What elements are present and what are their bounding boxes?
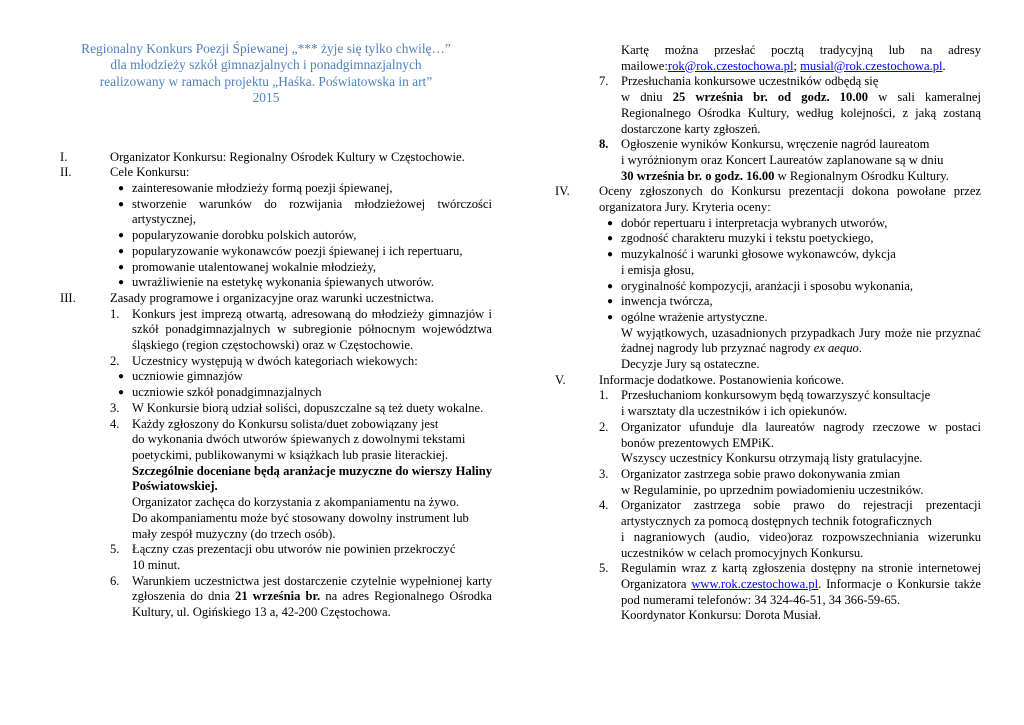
email-link-musial[interactable]: musial@rok.czestochowa.pl [800,58,943,73]
rule-item: 5. Łączny czas prezentacji obu utworów nie powinien przekroczyć 10 minut. [110,542,456,572]
section-additional-info [555,373,981,624]
list-item: ● stworzenie warunków do rozwijania młodzieżowej twórczości artystycznej, [110,197,492,228]
section-goals [60,165,492,291]
bullet-icon: ● [606,217,614,229]
bullet-icon: ● [606,280,614,292]
section-heading: Cele Konkursu: [110,165,190,180]
info-item: 3. Organizator zastrzega sobie prawo dokonywania zmian w Regulaminie, po uprzednim powiadomieniu uczestników. [599,466,924,497]
title-line-3: realizowany w ramach projektu „Haśka. Poświatowska in art” [99,73,433,89]
bullet-icon: ● [606,311,614,323]
highlight-text: Szczególnie doceniane będą aranżacje muzyczne do wierszy Haliny Poświatowskiej. [132,463,492,494]
document-title [60,41,472,107]
section-organizer [60,150,492,166]
list-item: ● ogólne wrażenie artystyczne. [599,310,981,326]
info-item: 5. Regulamin wraz z kartą zgłoszenia dostępny na stronie internetowej Organizatora www.rok.czestochowa.pl. Informacje o Konkursie także pod numerami telefonów: 34 324-46-51, 34 366-59-65. Koordynator Konkursu: Dorota Musiał. [599,561,982,623]
rule-item: 3. W Konkursie biorą udział soliści, dopuszczalne są też duety wokalne. [110,400,484,415]
bullet-icon: ● [117,245,125,257]
info-item: 2. Organizator ufunduje dla laureatów nagrody rzeczowe w postaci bonów prezentowych EMPiK. Wszyscy uczestnicy Konkursu otrzymają listy gratulacyjne. [599,419,981,466]
section-number: II. [60,165,72,180]
list-item: ● uczniowie szkół ponadgimnazjalnych [110,385,492,401]
section-heading: Informacje dodatkowe. Postanowienia końcowe. [599,372,845,387]
bullet-icon: ● [117,183,125,195]
rule-item: 7. Przesłuchania konkursowe uczestników odbędą się w dniu 25 września br. od godz. 10.00 w sali kameralnej Regionalnego Ośrodka Kultury, według kolejności, z jaką zostaną dostarczone karty zgłoszeń. [599,74,981,136]
list-item: ● popularyzowanie dorobku polskich autorów, [110,228,492,244]
list-item: ● dobór repertuaru i interpretacja wybranych utworów, [599,216,981,232]
rule-6-continuation: Kartę można przesłać pocztą tradycyjną lub na adresy mailowe:rok@rok.czestochowa.pl; musial@rok.czestochowa.pl. [621,43,981,73]
section-heading: Oceny zgłoszonych do Konkursu prezentacji dokona powołane przez organizatora Jury. Kryteria oceny: [599,184,981,215]
bullet-icon: ● [606,233,614,245]
rule-item: 4. Każdy zgłoszony do Konkursu solista/duet zobowiązany jest do wykonania dwóch utworów śpiewanych z dowolnymi tekstami poetyckimi, publikowanymi w książkach lub prasie literackiej. Szczególnie doceniane będą aranżacje muzyczne do wierszy Haliny Poświatowskiej. Organizator zachęca do korzystania z akompaniamentu na żywo. Do akompaniamentu może być stosowany dowolny instrument lub mały zespół muzyczny (do trzech osób). [110,416,492,541]
section-text: Organizator Konkursu: Regionalny Ośrodek Kultury w Częstochowie. [110,149,465,164]
list-item: ● promowanie utalentowanej wokalnie młodzieży, [110,260,492,276]
list-item: ● zainteresowanie młodzieży formą poezji śpiewanej, [110,181,492,197]
rule-item: 2. Uczestnicy występują w dwóch kategoriach wiekowych: [110,353,418,368]
list-item: ● muzykalność i warunki głosowe wykonawców, dykcja i emisja głosu, [599,247,981,278]
bullet-icon: ● [117,371,125,383]
left-column [60,0,492,621]
info-item: 4. Organizator zastrzega sobie prawo do rejestracji prezentacji artystycznych za pomocą dostępnych technik fotograficznych i nagraniowych (audio, video)oraz rozpowszechniania wizerunku uczestników w celach promocyjnych Konkursu. [599,498,981,560]
title-line-2: dla młodzieży szkół gimnazjalnych i ponadgimnazjalnych [110,57,422,73]
list-item: ● inwencja twórcza, [599,294,981,310]
bullet-icon: ● [117,230,125,242]
bullet-icon: ● [117,261,125,273]
list-item: ● popularyzowanie wykonawców poezji śpiewanej i ich repertuaru, [110,244,492,260]
website-link[interactable]: www.rok.czestochowa.pl [691,576,819,591]
info-item: 1. Przesłuchaniom konkursowym będą towarzyszyć konsultacje i warsztaty dla uczestników i ich opiekunów. [599,388,931,419]
list-item: ● oryginalność kompozycji, aranżacji i sposobu wykonania, [599,279,981,295]
bullet-icon: ● [606,296,614,308]
list-item: ● uczniowie gimnazjów [110,369,492,385]
rule-item: 8. Ogłoszenie wyników Konkursu, wręczenie nagród laureatom i wyróżnionym oraz Koncert Laureatów zaplanowane są w dniu 30 września br. o godz. 16.00 w Regionalnym Ośrodku Kultury. [599,137,949,183]
rule-item: 6. Warunkiem uczestnictwa jest dostarczenie czytelnie wypełnionej karty zgłoszenia do dnia 21 września br. na adres Regionalnego Ośrodka Kultury, ul. Ogińskiego 13 a, 42-200 Częstochowa. [110,573,492,620]
list-item: ● zgodność charakteru muzyki i tekstu poetyckiego, [599,231,981,247]
bullet-icon: ● [117,387,125,399]
rule-item: 1. Konkurs jest imprezą otwartą, adresowaną do młodzieży gimnazjów i szkół ponadgimnazjalnych w subregionie północnym województwa śląskiego (region częstochowski) oraz w Częstochowie. [110,306,492,353]
section-number: III. [60,290,76,305]
section-number: I. [60,149,68,164]
bullet-icon: ● [606,249,614,261]
title-year: 2015 [252,90,280,106]
list-item: ● uwrażliwienie na estetykę wykonania śpiewanych utworów. [110,275,492,291]
title-line-1: Regionalny Konkurs Poezji Śpiewanej „*** żyje się tylko chwilę…” [81,41,451,56]
coordinator: Koordynator Konkursu: Dorota Musiał. [621,608,822,623]
email-link-rok[interactable]: rok@rok.czestochowa.pl [667,58,794,73]
section-heading: Zasady programowe i organizacyjne oraz warunki uczestnictwa. [110,290,434,305]
section-evaluation [555,184,981,372]
bullet-icon: ● [117,198,125,210]
jury-final-note: Decyzje Jury są ostateczne. [621,357,760,372]
section-number: IV. [555,184,570,199]
right-column [555,0,981,624]
bullet-icon: ● [117,277,125,289]
section-number: V. [555,372,566,387]
jury-note: W wyjątkowych, uzasadnionych przypadkach Jury może nie przyznać żadnej nagrody lub przyznać nagrody ex aequo. [621,325,981,356]
section-rules [60,291,492,621]
